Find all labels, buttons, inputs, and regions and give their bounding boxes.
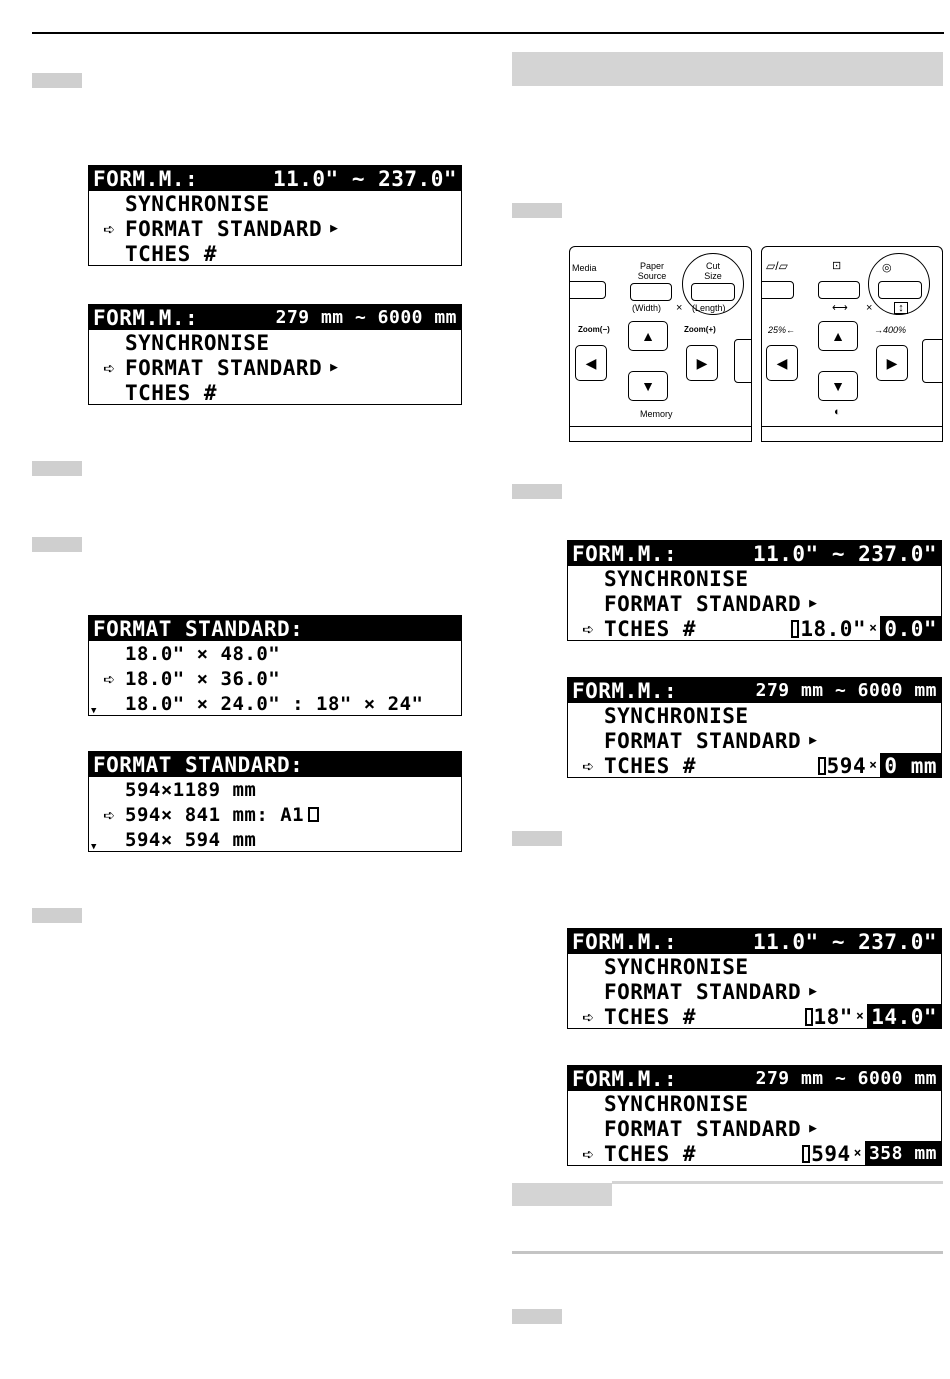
left-key[interactable]: [766, 345, 798, 381]
times-symbol: ×: [869, 758, 878, 773]
partial-key: [734, 339, 752, 383]
lcd-tches-metric-entered: [567, 1065, 942, 1166]
width-value: 18": [813, 1004, 853, 1029]
lcd-header-range: 11.0" ~ 237.0": [752, 929, 937, 954]
up-arrow-icon: ▲: [641, 328, 655, 344]
lcd-header-range: 279 mm ~ 6000 mm: [755, 680, 937, 701]
lcd-header: [89, 616, 461, 641]
lcd-row: [568, 979, 941, 1004]
lcd-row-selected: [89, 666, 461, 691]
lcd-header: [89, 305, 461, 330]
width-value: 594: [826, 753, 867, 778]
lcd-row-text: SYNCHRONISE: [125, 330, 270, 355]
size-entry: [818, 753, 941, 778]
cursor-arrow-icon: ➪: [103, 216, 116, 241]
memory-label: Memory: [640, 409, 673, 419]
paper-source-button[interactable]: [630, 283, 672, 301]
down-arrow-icon: ▼: [641, 378, 655, 394]
times-symbol: ×: [676, 302, 683, 314]
media-button[interactable]: [569, 281, 606, 299]
right-key[interactable]: [876, 345, 908, 381]
width-label: (Width): [632, 303, 661, 313]
lcd-row-selected: [89, 216, 461, 241]
control-panel-cut-size: [569, 246, 752, 442]
lcd-header-title: FORM.M.:: [572, 929, 678, 954]
lcd-row: [568, 954, 941, 979]
up-key[interactable]: [818, 321, 858, 351]
lcd-row-text: FORMAT STANDARD: [125, 355, 323, 380]
scroll-down-icon: ▼: [91, 706, 97, 716]
lcd-header-range: 11.0" ~ 237.0": [272, 166, 457, 191]
lcd-row-text: 18.0" × 24.0" : 18" × 24": [125, 692, 424, 715]
size-entry: [802, 1141, 941, 1166]
left-arrow-icon: ◀: [776, 354, 788, 371]
length-value: 0.0": [880, 616, 941, 641]
step-marker-r4: [512, 1309, 562, 1324]
lcd-header: [568, 929, 941, 954]
times-symbol: ×: [855, 1009, 865, 1024]
submenu-triangle-icon: ▶: [330, 221, 339, 236]
panel-edge: [570, 426, 751, 441]
image-mode-button[interactable]: [761, 281, 794, 299]
lcd-header: [568, 541, 941, 566]
lcd-row-text: TCHES #: [604, 616, 697, 641]
image-mode-icon: ▱/▱: [766, 259, 788, 273]
length-value: 14.0": [867, 1004, 941, 1029]
lcd-row-text: SYNCHRONISE: [125, 191, 270, 216]
lcd-row: [568, 728, 941, 753]
lcd-header-title: FORM.M.:: [572, 1066, 678, 1091]
submenu-triangle-icon: ▶: [809, 1121, 818, 1136]
lcd-row: [89, 641, 461, 666]
lcd-row-selected: [568, 616, 941, 641]
size-button[interactable]: [878, 281, 922, 299]
lcd-row: [568, 566, 941, 591]
lcd-row-text: TCHES #: [604, 753, 697, 778]
size-entry: [791, 616, 941, 641]
lcd-row: [89, 827, 461, 852]
note-tab: [512, 1183, 612, 1206]
lcd-row-text: TCHES #: [125, 380, 218, 405]
scroll-down-icon: ▼: [91, 842, 97, 852]
lcd-row-text: TCHES #: [604, 1004, 697, 1029]
left-key[interactable]: [575, 345, 607, 381]
down-key[interactable]: [818, 371, 858, 401]
lcd-tches-inch-entered: [567, 928, 942, 1029]
lcd-row: [89, 330, 461, 355]
lcd-row-text: 594×1189 mm: [125, 778, 257, 801]
lcd-row-text: FORMAT STANDARD: [604, 979, 802, 1004]
portrait-sheet-icon: [308, 807, 319, 822]
times-symbol: ×: [866, 302, 873, 314]
lcd-header: [568, 1066, 941, 1091]
lcd-header-title: FORMAT STANDARD:: [93, 616, 304, 641]
lcd-row: [568, 1091, 941, 1116]
cursor-arrow-icon: ➪: [582, 1004, 595, 1029]
cut-size-button[interactable]: [691, 283, 735, 301]
times-symbol: ×: [869, 621, 878, 636]
lcd-row: [89, 777, 461, 802]
length-value: 358 mm: [865, 1141, 941, 1166]
lcd-row: [89, 691, 461, 716]
lcd-row: [568, 1116, 941, 1141]
lcd-row-text: SYNCHRONISE: [604, 566, 749, 591]
lcd-row-text: FORMAT STANDARD: [125, 216, 323, 241]
up-key[interactable]: [628, 321, 668, 351]
lcd-header-range: 11.0" ~ 237.0": [752, 541, 937, 566]
right-arrow-icon: ▶: [886, 354, 898, 371]
header-rule: [32, 32, 944, 34]
lcd-tches-metric-initial: [567, 677, 942, 778]
right-arrow-icon: ▶: [696, 354, 708, 371]
cut-size-label: Cut Size: [704, 261, 722, 281]
lcd-header-range: 279 mm ~ 6000 mm: [755, 1068, 937, 1089]
lcd-row-selected: [568, 1004, 941, 1029]
submenu-triangle-icon: ▶: [809, 733, 818, 748]
text-cursor: [791, 620, 799, 638]
step-marker-1: [32, 73, 82, 88]
length-value: 0 mm: [880, 753, 941, 778]
lcd-row-text: FORMAT STANDARD: [604, 591, 802, 616]
text-cursor: [802, 1145, 810, 1163]
note-rule-bottom: [512, 1251, 943, 1254]
media-label: Media: [572, 263, 597, 273]
lcd-header-title: FORM.M.:: [93, 305, 199, 330]
lcd-row-selected: [89, 355, 461, 380]
panel-edge: [762, 426, 942, 441]
up-arrow-icon: ▲: [831, 328, 845, 344]
cursor-arrow-icon: ➪: [103, 666, 116, 691]
section-heading-band: [512, 52, 943, 86]
lcd-row-selected: [568, 753, 941, 778]
lcd-header-title: FORM.M.:: [572, 678, 678, 703]
lcd-header: [89, 752, 461, 777]
lcd-row-text: SYNCHRONISE: [604, 703, 749, 728]
cursor-arrow-icon: ➪: [103, 355, 116, 380]
lcd-form-metric: [88, 304, 462, 405]
step-marker-r1: [512, 203, 562, 218]
down-key[interactable]: [628, 371, 668, 401]
length-arrow-icon: ↕: [894, 302, 908, 314]
width-arrow-icon: ⟷: [832, 302, 848, 314]
lcd-row-text: FORMAT STANDARD: [604, 1116, 802, 1141]
lcd-row-text: 18.0" × 36.0": [125, 667, 281, 690]
zoom-plus-label: Zoom(+): [684, 325, 716, 334]
step-marker-4: [32, 908, 82, 923]
step-marker-r3: [512, 831, 562, 846]
left-arrow-icon: ◀: [585, 354, 597, 371]
lcd-header-range: 279 mm ~ 6000 mm: [275, 307, 457, 328]
lcd-row-selected: [568, 1141, 941, 1166]
lcd-tches-inch-initial: [567, 540, 942, 641]
zoom-minus-label: Zoom(−): [578, 325, 610, 334]
zoom-400-label: →400%: [874, 325, 907, 335]
cursor-arrow-icon: ➪: [582, 1141, 595, 1166]
right-key[interactable]: [686, 345, 718, 381]
partial-key: [922, 339, 943, 383]
lcd-row-text: 18.0" × 48.0": [125, 642, 281, 665]
cursor-arrow-icon: ➪: [103, 802, 116, 827]
lcd-header: [89, 166, 461, 191]
lcd-row: [89, 241, 461, 266]
lcd-form-inch: [88, 165, 462, 266]
text-cursor: [805, 1008, 813, 1026]
width-value: 594: [811, 1141, 851, 1166]
panel-button[interactable]: [818, 281, 860, 299]
auto-exposure-icon: ◐: [834, 406, 841, 418]
step-marker-2: [32, 461, 82, 476]
submenu-triangle-icon: ▶: [809, 596, 818, 611]
lcd-row: [568, 591, 941, 616]
lcd-header: [568, 678, 941, 703]
lcd-header-title: FORM.M.:: [93, 166, 199, 191]
note-rule-top: [612, 1181, 943, 1184]
lcd-format-standard-inch: [88, 615, 462, 716]
width-value: 18.0": [800, 616, 867, 641]
submenu-triangle-icon: ▶: [809, 984, 818, 999]
lcd-header-title: FORM.M.:: [572, 541, 678, 566]
lcd-row-text: 594× 841 mm: A1: [125, 803, 305, 826]
cursor-arrow-icon: ➪: [582, 616, 595, 641]
step-marker-r2: [512, 484, 562, 499]
lcd-row: [568, 703, 941, 728]
lcd-row-selected: [89, 802, 461, 827]
control-panel-zoom: [761, 246, 943, 442]
step-marker-3: [32, 537, 82, 552]
submenu-triangle-icon: ▶: [330, 360, 339, 375]
lcd-row-text: FORMAT STANDARD: [604, 728, 802, 753]
lcd-row-text: SYNCHRONISE: [604, 954, 749, 979]
text-cursor: [818, 757, 826, 775]
lcd-header-title: FORMAT STANDARD:: [93, 752, 304, 777]
rotate-icon: ◎: [882, 262, 892, 274]
lcd-row: [89, 191, 461, 216]
lcd-row: [89, 380, 461, 405]
down-arrow-icon: ▼: [831, 378, 845, 394]
lcd-row-text: 594× 594 mm: [125, 828, 257, 851]
lcd-format-standard-metric: [88, 751, 462, 852]
times-symbol: ×: [853, 1146, 862, 1161]
paper-source-label: Paper Source: [637, 261, 667, 281]
length-label: (Length): [692, 303, 726, 313]
lcd-row-text: TCHES #: [125, 241, 218, 266]
copy-density-icon: ⊡: [832, 260, 842, 272]
size-entry: [805, 1004, 941, 1029]
lcd-row-text: TCHES #: [604, 1141, 697, 1166]
cursor-arrow-icon: ➪: [582, 753, 595, 778]
zoom-25-label: 25%←: [768, 325, 796, 335]
lcd-row-text: SYNCHRONISE: [604, 1091, 749, 1116]
